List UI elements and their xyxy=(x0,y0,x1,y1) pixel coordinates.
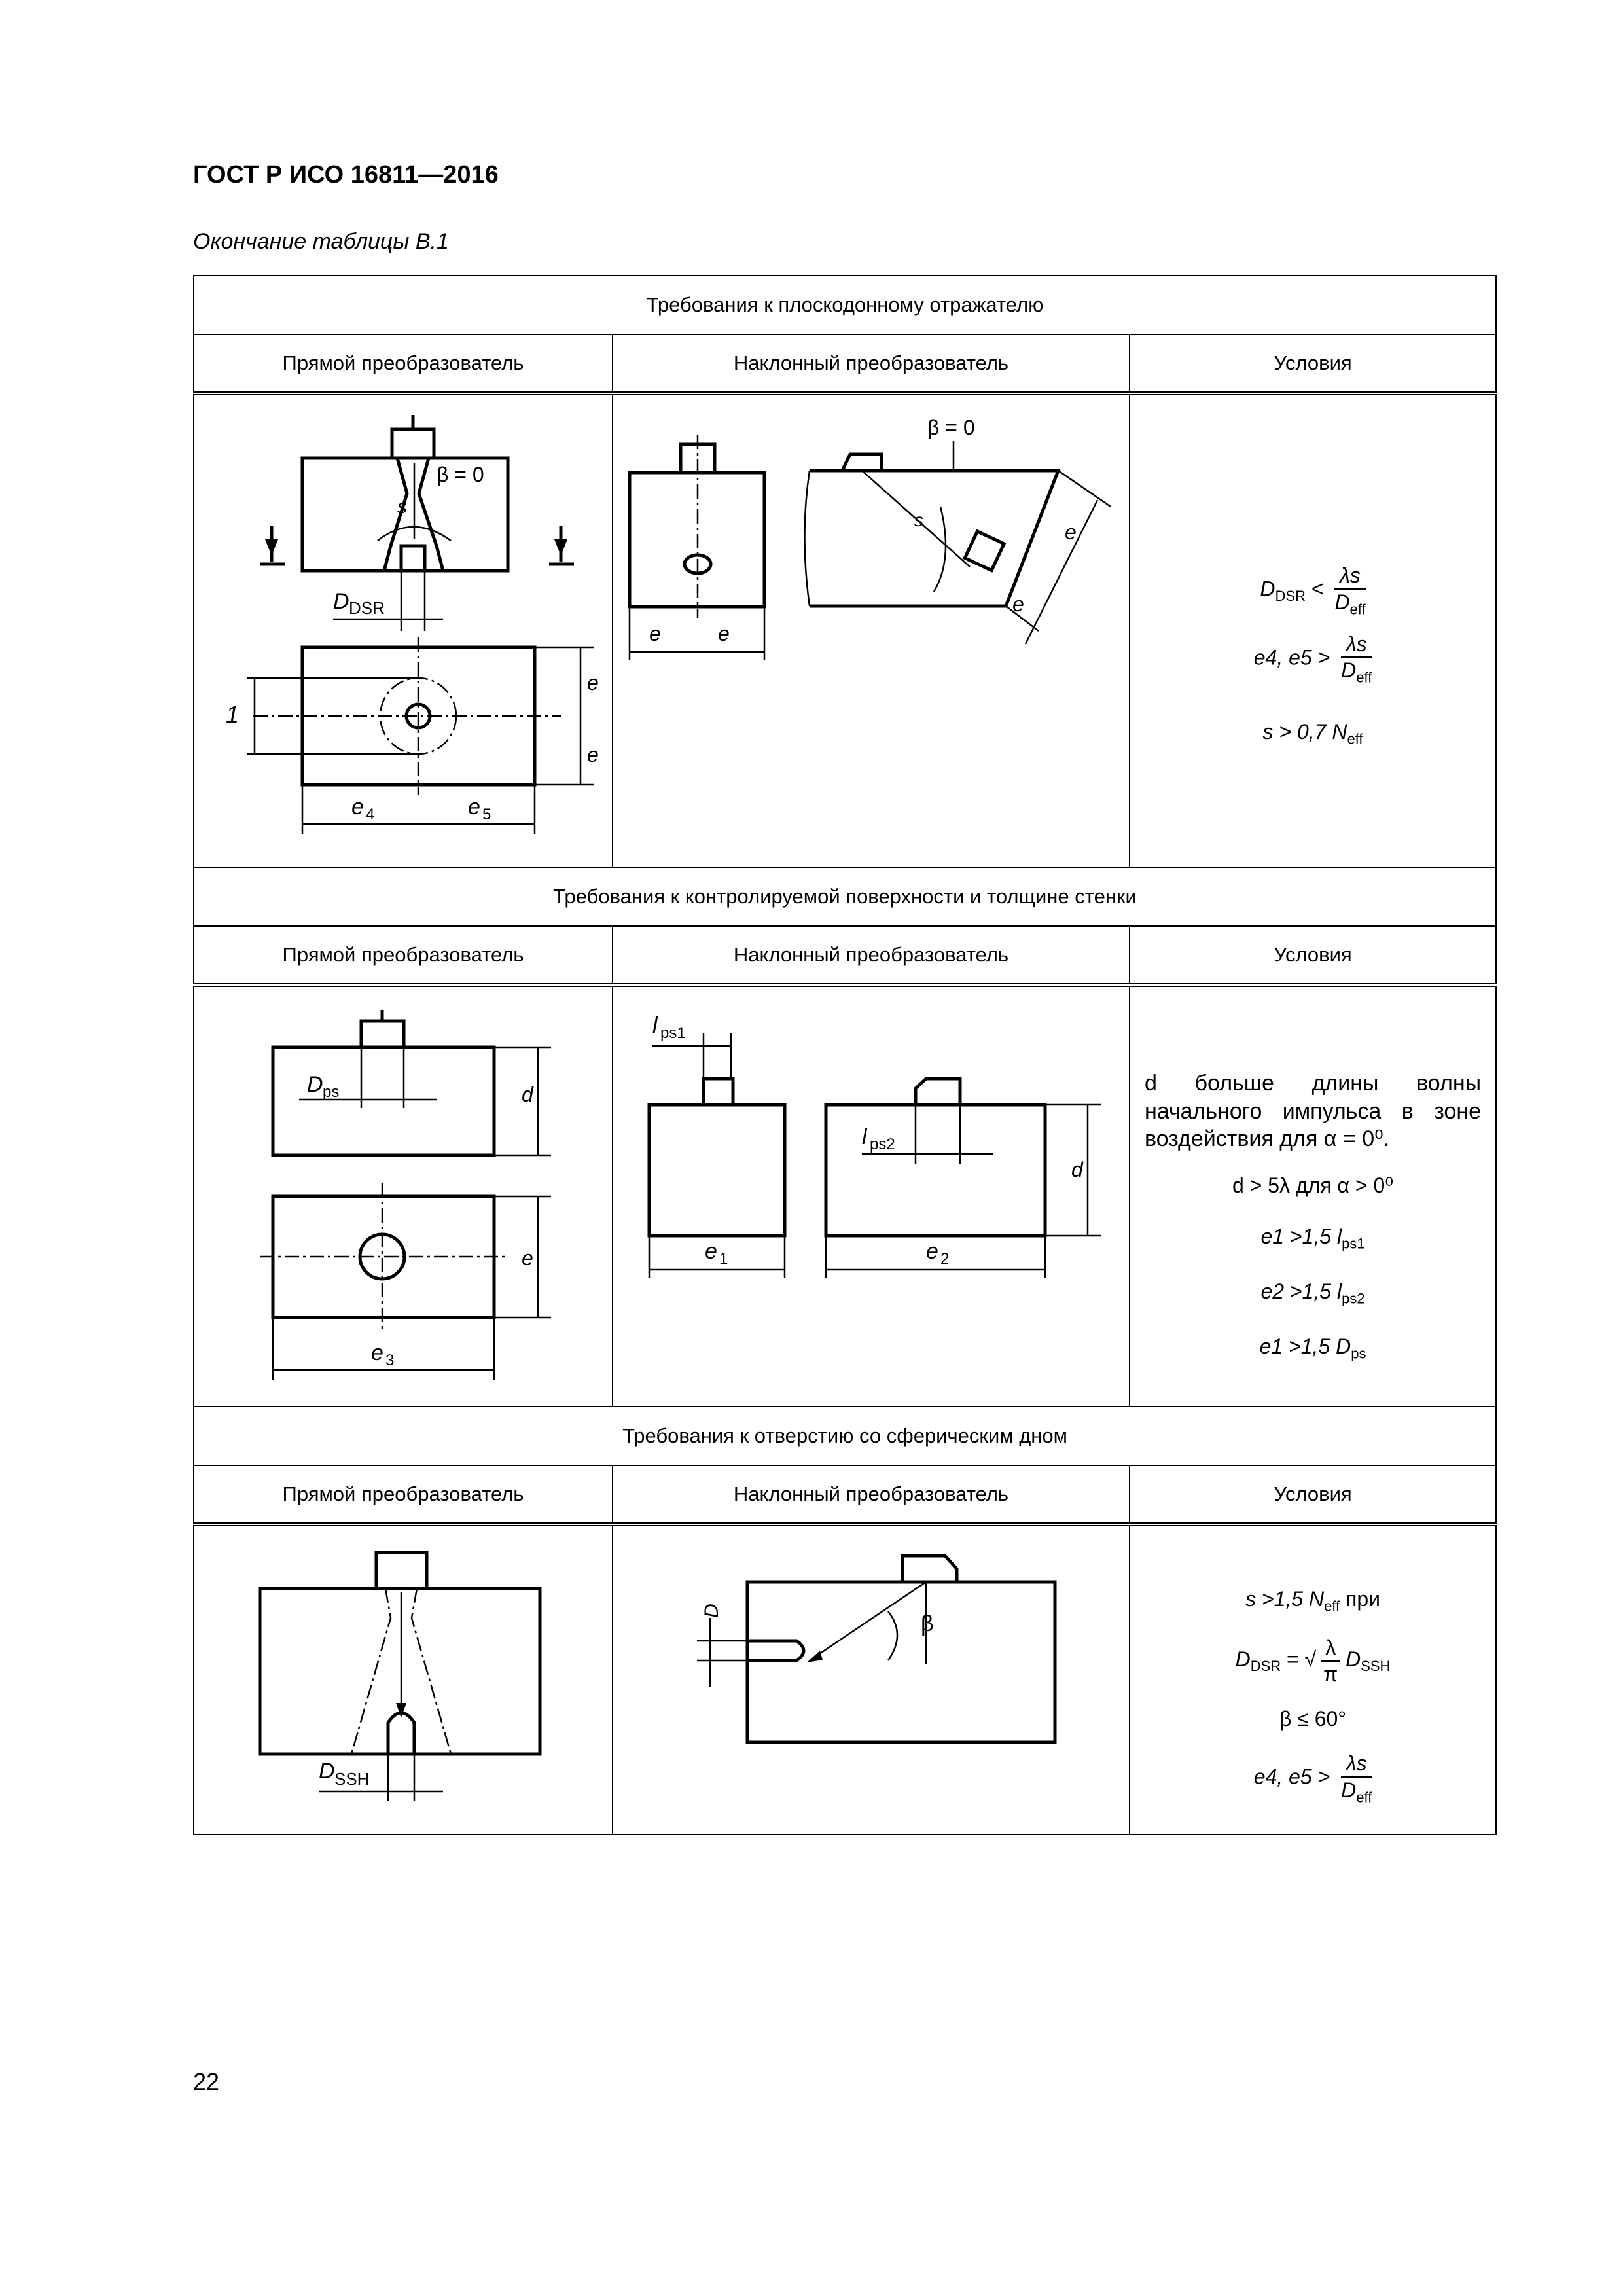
condition-s-neff: s >1,5 $N_{eff}$ при xyxy=(1245,1587,1381,1615)
svg-text:e: e xyxy=(705,1239,717,1264)
section-title: Требования к контролируемой поверхности и толщине стенки xyxy=(194,867,1496,926)
column-header-conditions: Условия xyxy=(1130,926,1496,985)
svg-text:1: 1 xyxy=(719,1250,728,1268)
svg-text:β = 0: β = 0 xyxy=(437,463,484,486)
svg-text:D: D xyxy=(307,1072,323,1097)
svg-text:e: e xyxy=(926,1239,938,1264)
svg-text:4: 4 xyxy=(366,806,375,823)
svg-text:d: d xyxy=(522,1083,533,1106)
condition-dsr-dssh: $D_{DSR}$ = √ $\frac{\lambda}{\pi}$ $D_{SSH}$ xyxy=(1235,1636,1391,1686)
figure-surface-angle xyxy=(613,985,1130,1407)
svg-text:D: D xyxy=(701,1604,722,1618)
condition-dsr: $D_{DSR}$ < $\frac{\lambda s}{D_{eff}}$ xyxy=(1260,564,1366,618)
condition-e4-e5-spherical: e4, e5 > $\frac{\lambda s}{D_{eff}}$ xyxy=(1253,1751,1372,1806)
svg-text:ps: ps xyxy=(323,1083,340,1101)
svg-text:1: 1 xyxy=(226,701,240,728)
column-header-angle: Наклонный преобразователь xyxy=(613,926,1130,985)
condition-e2-lps2: e2 >1,5 $l_{ps2}$ xyxy=(1260,1280,1365,1307)
svg-text:D: D xyxy=(333,589,349,614)
document-header: ГОСТ Р ИСО 16811—2016 xyxy=(193,161,499,188)
column-header-angle: Наклонный преобразователь xyxy=(613,1465,1130,1524)
svg-text:s: s xyxy=(914,510,923,530)
svg-text:e: e xyxy=(522,1246,533,1270)
condition-e1-lps1: e1 >1,5 $l_{ps1}$ xyxy=(1260,1225,1365,1252)
figure-flat-bottom-angle xyxy=(613,393,1130,867)
svg-text:ps2: ps2 xyxy=(870,1136,895,1153)
svg-text:3: 3 xyxy=(385,1352,395,1369)
column-header-straight: Прямой преобразователь xyxy=(194,926,613,985)
svg-text:β = 0: β = 0 xyxy=(927,416,975,439)
svg-text:D: D xyxy=(319,1759,335,1784)
table-caption: Окончание таблицы В.1 xyxy=(193,229,449,254)
section-title: Требования к плоскодонному отражателю xyxy=(194,276,1496,334)
figure-flat-bottom-straight xyxy=(194,393,613,867)
condition-beta: β ≤ 60° xyxy=(1279,1707,1347,1731)
svg-text:e: e xyxy=(718,622,730,645)
column-header-straight: Прямой преобразователь xyxy=(194,334,613,393)
svg-text:s: s xyxy=(397,496,407,518)
condition-d: d > 5λ для α > 0⁰ xyxy=(1232,1173,1394,1197)
figure-spherical-angle xyxy=(613,1524,1130,1835)
conditions-flat-bottom xyxy=(1130,393,1496,867)
svg-text:e: e xyxy=(1012,592,1024,616)
svg-text:e: e xyxy=(587,743,599,766)
condition-s: s > 0,7 $N_{eff}$ xyxy=(1262,719,1363,747)
condition-e4-e5: e4, e5 > $\frac{\lambda s}{D_{eff}}$ xyxy=(1253,632,1372,686)
condition-d-text: d больше длины волны начального импульса в зоне воздействия для α = 0⁰. xyxy=(1145,1071,1482,1152)
svg-text:e: e xyxy=(468,795,480,819)
svg-text:β: β xyxy=(921,1611,934,1636)
svg-text:e: e xyxy=(649,622,661,645)
svg-text:2: 2 xyxy=(940,1250,950,1268)
svg-text:l: l xyxy=(652,1013,658,1038)
page-number: 22 xyxy=(193,2068,220,2095)
svg-text:5: 5 xyxy=(482,806,491,823)
figure-spherical-straight xyxy=(194,1524,613,1835)
column-header-conditions: Условия xyxy=(1130,334,1496,393)
column-header-straight: Прямой преобразователь xyxy=(194,1465,613,1524)
conditions-surface xyxy=(1130,985,1496,1407)
svg-text:e: e xyxy=(351,795,364,819)
column-header-conditions: Условия xyxy=(1130,1465,1496,1524)
svg-text:e: e xyxy=(1065,520,1077,544)
svg-text:d: d xyxy=(1071,1158,1083,1181)
section-title: Требования к отверстию со сферическим дном xyxy=(194,1407,1496,1465)
svg-text:e: e xyxy=(371,1340,383,1365)
condition-e1-dps: e1 >1,5 $D_{ps}$ xyxy=(1259,1334,1366,1362)
svg-text:e: e xyxy=(587,671,599,694)
conditions-spherical xyxy=(1130,1524,1496,1835)
requirements-table xyxy=(193,275,1497,1835)
svg-text:l: l xyxy=(862,1124,867,1149)
svg-text:ps1: ps1 xyxy=(660,1024,686,1042)
svg-text:DSR: DSR xyxy=(349,598,385,618)
svg-text:SSH: SSH xyxy=(334,1769,370,1789)
column-header-angle: Наклонный преобразователь xyxy=(613,334,1130,393)
figure-surface-straight xyxy=(194,985,613,1407)
